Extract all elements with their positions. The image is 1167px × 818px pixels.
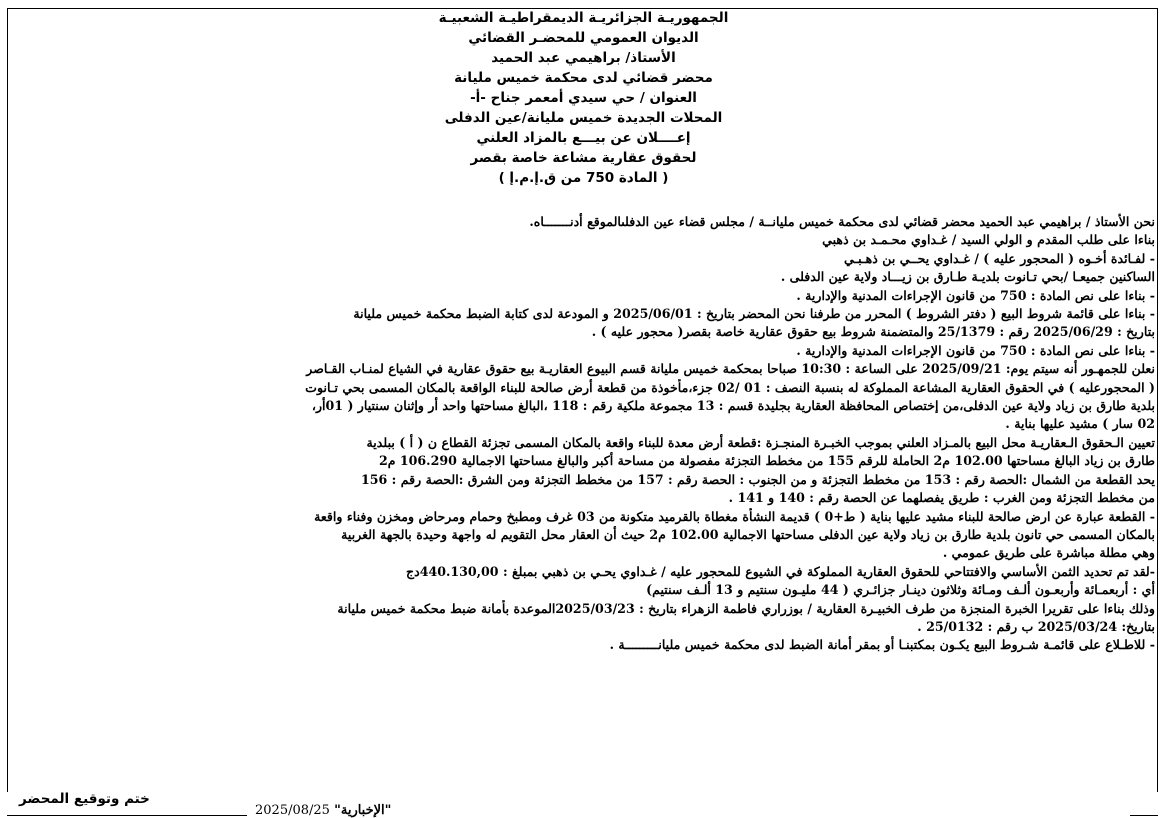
body-line: وذلك بناءا على تقريرا الخبرة المنجزة من طرف الخبيـرة العقارية / بوزراري فاطمة الزهراء بتاريخ : 2025/03/23الموعدة بأمانة ضبط محكمة خميس مليانة	[337, 600, 1155, 616]
header-office: الديوان العمومي للمحضـر القضائي	[468, 30, 699, 46]
body-line: نعلن للجمهـور أنه سيتم يوم: 2025/09/21 على الساعة : 10:30 صباحا بمحكمة خميس مليانة قسم البيوع العقاريـة بيع حقوق عقارية في الشياع لمنـاب القـاصر	[306, 361, 1155, 377]
body-line: نحن الأستاذ / براهيمي عبد الحميد محضر قضائي لدى محكمة خميس مليانــة / مجلس قضاء عين الدفلىالموقع أدنـــــــاه.	[529, 214, 1155, 229]
notice-header	[0, 8, 1167, 188]
publication-name: "الإخبارية"	[334, 803, 392, 818]
body-line: يحد القطعة من الشمال :الحصة رقم : 153 من مخطط التجزئة و من الجنوب : الحصة رقم : 157 من مخطط التجزئة ومن الشرق :الحصة رقم : 156	[360, 471, 1155, 487]
body-line: من مخطط التجزئة ومن الغرب : طريق يفصلهما عن الحصة رقم : 140 و 141 .	[728, 490, 1155, 506]
notice-body	[9, 213, 1155, 655]
body-line: وهي مطلة مباشرة على طريق عمومي .	[942, 545, 1155, 561]
header-republic: الجمهوريـة الجزائريـة الديمقراطيـة الشعبيـة	[438, 10, 729, 26]
body-line: الساكنين جميعـا /بحي تـانوت بلديـة طـارق بن زيـــاد ولاية عين الدفلى .	[780, 269, 1155, 285]
header-bailiff-name: الأستاذ/ براهيمي عبد الحميد	[491, 50, 676, 66]
body-line: ( المحجورعليه ) في الحقوق العقارية المشاعة المملوكة له بنسبة النصف : 01 /02 جزء،مأخوذة من قطعة أرض صالحة للبناء الواقعة بالمكان المسمى بحي تـانوت	[305, 379, 1155, 395]
body-line: - القطعة عبارة عن ارض صالحة للبناء مشيد عليها بناية ( ط+0 ) قديمة النشأة مغطاة بالقرميد متكونة من 03 غرف ومطبخ وحمام ومرحاض ومخزن وفناء واقعة	[314, 508, 1155, 524]
body-line: بناءا على طلب المقدم و الولي السيد / غـداوي محـمـد بن ذهبي	[822, 232, 1155, 248]
body-line: - لفـائدة أخـوه ( المحجور عليه ) / غـداوي يحــي بن ذهـبـي	[843, 250, 1155, 266]
body-line: - بناءا على نص المادة : 750 من قانون الإجراءات المدنية والإدارية .	[796, 342, 1155, 358]
body-line: - للاطـلاع على قائمـة شـروط البيع يكـون بمكتبنـا أو بمقر أمانة الضبط لدى محكمة خميس مليانـــــــــة .	[609, 637, 1155, 653]
body-line: - بناءا على نص المادة : 750 من قانون الإجراءات المدنية والإدارية .	[796, 287, 1155, 303]
body-line: بلدية طارق بن زياد ولاية عين الدفلى،من إختصاص المحافظة العقارية بجليدة قسم : 13 مجموعة ملكية رقم : 118 ،البالغ مساحتها واحد أر وإثنان سنتيار ( 01أر،	[311, 398, 1155, 414]
header-notice-title: إعــــلان عن بيـــع بالمزاد العلني	[476, 130, 691, 146]
signature-label: ختم وتوقيع المحضر	[19, 791, 150, 807]
header-notice-subtitle: لحقوق عقارية مشاعة خاصة بقصر	[470, 150, 697, 166]
body-line: بتاريخ: 2025/03/24 ب رقم : 25/0132 .	[917, 618, 1155, 634]
body-line: 02 سار ) مشيد عليها بناية .	[1005, 416, 1155, 432]
publication-date: 2025/08/25	[255, 803, 330, 818]
header-address: العنوان / حي سيدي أمعمر جناح -أ-	[470, 90, 697, 106]
body-line: - بناءا على قائمة شروط البيع ( دفتر الشروط ) المحرر من طرفنا نحن المحضر بتاريخ : 2025/06/01 و المودعة لدى كتابة الضبط محكمة خميس مليانة	[353, 306, 1155, 322]
header-bailiff-court: محضر قضائي لدى محكمة خميس مليانة	[454, 70, 713, 86]
header-address-city: المحلات الجديدة خميس مليانة/عين الدفلى	[444, 110, 723, 126]
header-article: ( المادة 750 من ق.إ.م.إ )	[498, 170, 669, 186]
body-line: أي : أربعمـائة وأربعـون ألـف ومـائة وثلاثون دينـار جزائـري ( 44 مليـون سنتيم و 13 ألـف سنتيم)	[646, 582, 1155, 598]
body-line: بالمكان المسمى حي تانون بلدية طارق بن زياد ولاية عين الدفلى مساحتها الاجمالية 102.00 م2 حيث أن العقار محل التقويم له واجهة وحيدة بالجهة الغربية	[341, 526, 1155, 542]
body-line: -لقد تم تحديد الثمن الأساسي والافتتاحي للحقوق العقارية المملوكة في الشيوع للمحجور عليه / غـداوي يحـي بن ذهبي بمبلغ : 440.130,00دج	[405, 563, 1155, 579]
body-line: بتاريخ : 2025/06/29 رقم : 25/1379 والمتضمنة شروط بيع حقوق عقارية خاصة بقصر( محجور عليه ) .	[591, 324, 1155, 340]
body-line: طارق بن زياد البالغ مساحتها 102.00 م2 الحاملة للرقم 155 من مخطط التجزئة مفصولة من مساحة أكبر والبالغ مساحتها الاجمالية 106.290 م2	[378, 453, 1155, 469]
body-line: تعيين الـحقوق الـعقاريـة محل البيع بالمـزاد العلني بموجب الخبـرة المنجـزة :قطعة أرض معدة للبناء واقعة بالمكان المسمى تجزئة القطاع ن ( أ ) ببلدية	[366, 434, 1155, 450]
